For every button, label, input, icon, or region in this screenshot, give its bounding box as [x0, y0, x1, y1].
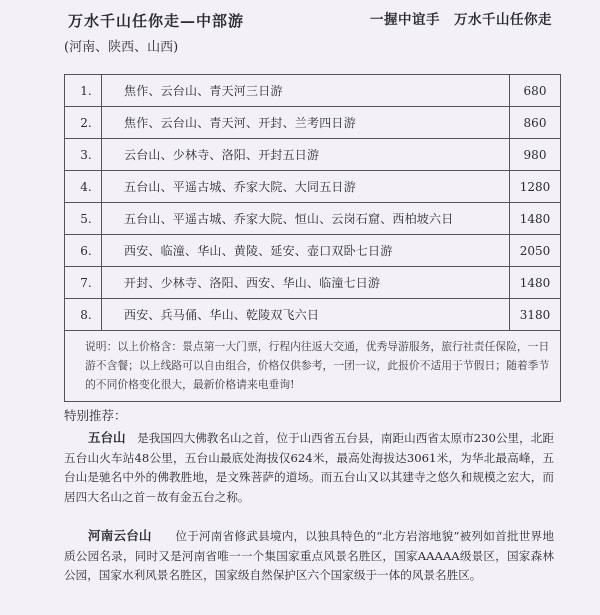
- route-name: 五台山、平遥古城、乔家大院、恒山、云岗石窟、西柏坡六日: [102, 203, 510, 235]
- route-number: 3.: [65, 139, 102, 171]
- route-name: 西安、兵马俑、华山、乾陵双飞六日: [102, 299, 510, 331]
- route-price: 860: [510, 107, 561, 139]
- region-subtitle: (河南、陕西、山西): [64, 40, 179, 55]
- route-name: 焦作、云台山、青天河、开封、兰考四日游: [102, 107, 510, 139]
- route-price: 3180: [510, 299, 561, 331]
- route-number: 7.: [65, 267, 102, 299]
- recommendation-wutaishan: [64, 428, 554, 507]
- route-number: 8.: [65, 299, 102, 331]
- route-number: 6.: [65, 235, 102, 267]
- special-title: 特别推荐：: [64, 408, 127, 423]
- note-row: [65, 331, 561, 402]
- slogan: 一握中谊手 万水千山任你走: [370, 12, 552, 28]
- route-number: 2.: [65, 107, 102, 139]
- recommendation-text: 是我国四大佛教名山之首，位于山西省五台县，南距山西省太原市230公里，北距五台山火车站48公里，五台山最底处海拔仅624米，最高处海拔达3061米，为华北最高峰，五台山是驰名中外的佛教胜地，是文殊菩萨的道场。而五台山又以其建寺之悠久和规模之宏大，而居四大名山之首－故有金五台之称。: [64, 431, 554, 504]
- route-name: 云台山、少林寺、洛阳、开封五日游: [102, 139, 510, 171]
- route-table: [64, 74, 561, 402]
- route-name: 焦作、云台山、青天河三日游: [102, 75, 510, 107]
- route-row: [65, 235, 561, 267]
- route-row: [65, 203, 561, 235]
- route-price: 2050: [510, 235, 561, 267]
- route-price: 980: [510, 139, 561, 171]
- recommendation-yuntaishan: [64, 526, 554, 586]
- route-row: [65, 171, 561, 203]
- route-number: 5.: [65, 203, 102, 235]
- route-row: [65, 139, 561, 171]
- price-note: 说明：以上价格含：景点第一大门票，行程内往返大交通，优秀导游服务，旅行社责任保险，一日游不含餐；以上线路可以自由组合，价格仅供参考，一团一议，此报价不适用于节假日；随着季节的不同价格变化很大，最新价格请来电垂询!: [65, 331, 561, 402]
- route-number: 4.: [65, 171, 102, 203]
- route-row: [65, 107, 561, 139]
- route-row: [65, 267, 561, 299]
- recommendation-name: 河南云台山: [88, 528, 152, 543]
- route-row: [65, 299, 561, 331]
- recommendation-name: 五台山: [88, 430, 126, 445]
- page-title: 万水千山任你走—中部游: [68, 12, 245, 30]
- route-table-body: [65, 75, 561, 331]
- route-price: 1480: [510, 267, 561, 299]
- route-name: 五台山、平遥古城、乔家大院、大同五日游: [102, 171, 510, 203]
- route-name: 开封、少林寺、洛阳、西安、华山、临潼七日游: [102, 267, 510, 299]
- route-price: 680: [510, 75, 561, 107]
- recommendation-text: 位于河南省修武县境内，以独具特色的“北方岩溶地貌”被列如首批世界地质公园名录，同时又是河南省唯一一个集国家重点风景名胜区，国家AAAAA级景区，国家森林公园，国家水利风景名胜区，国家级自然保护区六个国家级于一体的风景名胜区。: [64, 529, 554, 582]
- route-name: 西安、临潼、华山、黄陵、延安、壶口双卧七日游: [102, 235, 510, 267]
- route-price: 1280: [510, 171, 561, 203]
- route-row: [65, 75, 561, 107]
- route-price: 1480: [510, 203, 561, 235]
- route-number: 1.: [65, 75, 102, 107]
